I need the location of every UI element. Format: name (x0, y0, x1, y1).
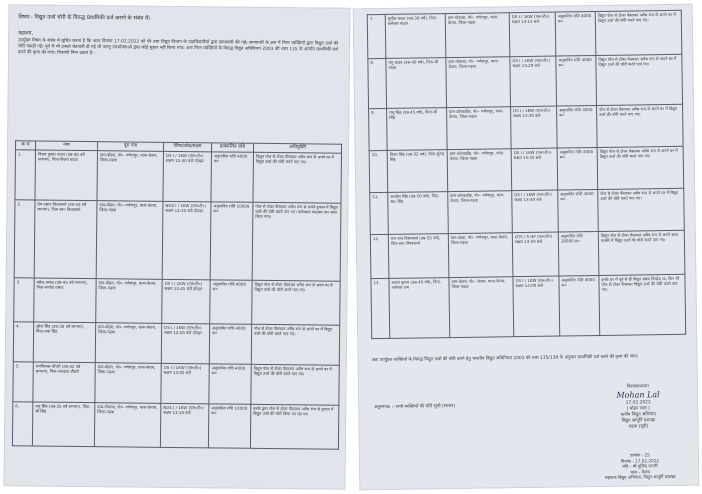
cell-amount: अनुमानित राशि 10000 रू० (210, 201, 253, 279)
theft-table-left (12, 140, 342, 449)
cell-serial: 4. (13, 321, 33, 361)
col-header-address: पूरा पता (98, 142, 164, 151)
cell-tariff: DS I / 1KW (एल०टी०) सक्षम 12:30 बजे दोपहर (163, 151, 212, 201)
col-header-tariff: टैरिफ/लोड/सक्षम (164, 142, 212, 151)
cell-name: महेन्द्र प्रसाद (उम्र-45 वर्ष लगभग), पिता-रामदेव प्रसाद (34, 278, 96, 323)
cell-amount: अनुमानित राशि 4000 रू० (557, 147, 598, 190)
table-row (13, 361, 339, 404)
cell-serial: 13. (371, 278, 390, 338)
cell-serial: 10. (369, 150, 388, 192)
cell-serial: 11. (370, 192, 389, 234)
cell-name: रामू सिंह (उम्र-45 वर्ष), पिता-श्री सिंह (387, 108, 448, 151)
cell-name: रामविलास चौधरी (उम्र-42 वर्ष लगभग), पिता-रामदास चौधरी (33, 362, 95, 403)
table-row (368, 54, 683, 108)
cell-address: ग्राम-केराय, पो०- केराय, थाना-केराय, जिला-गढ़वा (449, 277, 514, 338)
cell-remark: पोल से टोका फँसाकर अवैध रूप से अपने घर में विद्युत उर्जा की चोरी करते पाए गए। (597, 104, 684, 147)
table-row (13, 321, 339, 364)
cell-address: ग्राम-कोरवाडीह, पो०- गणेशपुर, थाना-केराय, जिला-गढ़वा (447, 149, 512, 192)
table-row (367, 10, 682, 58)
table-row (370, 188, 685, 234)
cell-remark: विद्युत पोल से टोका फँसाकर अवैध रूप से अपने घर में विद्युत उर्जा की चोरी करते पाए गए। (596, 54, 683, 105)
ref-line: प्रति - श्री पुलिस प्रभारी (622, 463, 658, 469)
cell-address: ग्राम-टंडवा, पो०- गणेशपुर, थाना-केराय, जिला-गढ़वा (448, 233, 513, 278)
cell-remark: पोल से टोका फँसाकर अवैध रूप से अपने घर में विद्युत उर्जा की चोरी करते पाए गए। (251, 324, 339, 365)
ref-line: दिनांक - 17.02.2022 (620, 457, 660, 464)
cell-tariff: DS I / 1KW (एल०टी०) सक्षम 13:15 बजे (509, 12, 556, 57)
cell-tariff: DS I / 1KW (एल०टी०) सक्षम 13:20 बजे (510, 56, 557, 107)
letter-body-paragraph: उपर्युक्त विषय के संबंध में सूचित करना है कि आज दिनांक 17.02.2022 को मेरे तथा विद्युत विभाग के पदाधिकारियों द्वारा छापामारी की गई। छापामारी के क्रम में निम्न व्यक्तियों द्वारा विद्युत उर्जा की चोरी पकड़ी गई। पूर्व में भी उनको चेतावनी दी गई थी परन्तु उपभोक्ताओं द्वारा कोई सुधार नहीं किया गया। अतः निम्न व्यक्तियों के विरुद्ध विद्युत अधिनियम 2003 की धारा 135 के अंतर्गत प्राथमिकी दर्ज करने की कृपा की जाए। विवरणी निम्न प्रकार है:- (17, 38, 339, 57)
cell-amount: अनुमानित राशि 20000 रू० (558, 231, 599, 276)
cell-amount: अनुमानित राशि 4000 रू० (210, 279, 252, 323)
col-header-amount: प्राक्कलित राशि (212, 143, 254, 152)
table-row (15, 149, 342, 202)
letter-subject: विषय:- विद्युत उर्जा चोरी के विरुद्ध प्राथमिकी दर्ज कराने के संबंध में। (18, 14, 151, 22)
cell-remark: इनके द्वारा पोल से टोका फँसाकर अवैध रूप से दुकान में विद्युत उर्जा की चोरी किया जा रहा था। (250, 404, 338, 449)
left-page (3, 4, 350, 490)
cell-name: रामू सिंह (उम्र-35 वर्ष लगभग), पिता-श्री सिंह (32, 402, 94, 447)
cell-remark: पोल से टोका फँसाकर अवैध रूप से अपने घर में विद्युत उर्जा की चोरी करते पाए गए। (598, 188, 685, 231)
table-row (369, 146, 684, 192)
cell-amount: अनुमानित राशि 4000 रू० (559, 275, 600, 336)
cell-serial: 8. (368, 58, 387, 108)
cell-address: ग्राम-बोहरा, पो०- गणेशपुर, थाना-केराय, जिला-गढ़वा (96, 278, 162, 323)
cell-amount: अनुमानित राशि 4000 रू० (209, 323, 251, 363)
cell-remark: विद्युत पोल से टोका फँसाकर अवैध रूप से अपने घर में विद्युत उर्जा की चोरी करते पाए गए। (251, 364, 339, 405)
enclosure-note: अनुलग्नक :- सभी व्यक्तियों की चोरी सूची (संलग्न) (374, 404, 456, 411)
cell-serial: 7. (367, 14, 386, 58)
cell-amount: अनुमानित राशि 4000 रू० (555, 12, 596, 57)
cell-address: ग्राम-बोहरा, पो०- गणेशपुर, थाना-केराय, जिला-गढ़वा (97, 150, 164, 201)
theft-table-right (367, 10, 687, 339)
sign-place: गढ़वा (पूर्वी) (628, 424, 649, 430)
table-row (14, 277, 340, 324)
cell-remark: विद्युत पोल से टोका फँसाकर अवैध रूप से अपने घर में विद्युत उर्जा की चोरी करते पाए गए। (253, 152, 342, 203)
cell-address: ग्राम-कोरवाडीह, पो०- गणेशपुर, थाना-केराय, जिला-गढ़वा (447, 107, 512, 150)
cell-address: ग्राम-गोदरवा, पो०- गणेशपुर, थाना-केराय, जिला-गढ़वा (445, 13, 510, 58)
reference-block (585, 452, 695, 482)
table-row (371, 274, 686, 338)
cell-serial: 3. (14, 277, 34, 321)
cell-remark: विद्युत पोल से टोका फँसाकर अवैध रूप से अपने घर में विद्युत उर्जा की चोरी करते पाए गए। (595, 10, 682, 55)
cell-amount: अनुमानित राशि 4000 रू० (211, 151, 254, 201)
cell-tariff: DS I / 1KW (एल०टी०) सक्षम 14:00 बजे (513, 276, 560, 337)
cell-name: अजय कुमार (उम्र-40 वर्ष), पिता-नागेश्वर राम (389, 278, 450, 339)
cell-serial: 9. (369, 108, 388, 150)
cell-name: रामु यादव (उम्र-40 वर्ष), पिता-श्री यादव (386, 58, 447, 109)
cell-serial: 5. (13, 361, 33, 401)
cell-tariff: LTIS / 5 HP (एल०टी०) सक्षम 13:50 बजे (512, 232, 559, 277)
cell-name: सुरेश सिंह (उम्र-38 वर्ष लगभग), पिता-रामा सिंह (33, 322, 95, 363)
cell-name: प्रेम प्रसाद विश्वकर्मा (उम्र-50 वर्ष लगभग), पिता-स्व० विश्वकर्मा (34, 200, 97, 279)
cell-serial: 6. (12, 401, 32, 445)
cell-remark: विद्युत पोल से टोका फँसाकर अवैध रूप से अपने घर में विद्युत उर्जा की चोरी करते पाए गए। (597, 146, 684, 189)
cell-serial: 12. (370, 234, 389, 278)
signature-block (588, 384, 689, 431)
table-row (370, 230, 685, 278)
cell-name: राम नाथ विश्वकर्मा (उम्र-55 वर्ष), पिता-स्व० विश्वकर्मा (388, 234, 449, 279)
cell-tariff: DS I / 1KW (एल०टी०) सक्षम 12:45 बजे दोपहर (162, 279, 210, 324)
cell-tariff: DS I / 1KW (एल०टी०) सक्षम 13:35 बजे (511, 148, 558, 191)
sign-date: 17.02.2022 (625, 400, 651, 406)
cell-tariff: NDS I / 1KW (एल०टी०) सक्षम 13:10 बजे (160, 403, 208, 448)
col-header-remark: अभियुक्ति (254, 143, 342, 153)
sign-designation: कनीय विद्युत अभियंता (620, 412, 656, 418)
table-row (369, 104, 684, 150)
col-header-name: नाम (36, 141, 98, 150)
ref-line: ज्ञापांक - 25 (629, 452, 650, 458)
table-row (12, 401, 338, 448)
cell-tariff: DS I / 1KW (एल०टी०) सक्षम 13:30 बजे (511, 106, 558, 149)
closing-request: अतः उपर्युक्त व्यक्तियों के विरुद्ध विद्युत उर्जा की चोरी करने हेतु भारतीय विद्युत अधिनियम 2003 की धारा 135/138 के अनुसार प्राथमिकी दर्ज करने की कृपा की जाए। (371, 354, 639, 364)
salutation: महाशय, (18, 30, 34, 37)
cell-address: ग्राम-बोहरा, पो०- गणेशपुर, थाना-केराय, जिला-गढ़वा (95, 322, 161, 363)
sign-title: विश्वासभाजन (626, 384, 649, 390)
cell-name: विनय सिंह (उम्र-32 वर्ष), पिता-सुरेन्द्र सिंह (387, 150, 448, 193)
cell-amount: अनुमानित राशि 4000 रू० (557, 106, 598, 149)
cell-tariff: NDS I / 1KW (एल०टी०) सक्षम 12:30 बजे दोपहर (162, 201, 211, 279)
cell-address: ग्राम-बोहरा, पो०- गणेशपुर, थाना-केराय, जिला-गढ़वा (95, 362, 161, 403)
cell-amount: अनुमानित राशि 4000 रू० (556, 56, 597, 107)
cell-name: सुनील यादव (उम्र-30 वर्ष), पिता-कमेश्वर यादव (385, 14, 446, 59)
sign-name: ( मोहन लाल ) (626, 406, 650, 412)
cell-amount: अनुमानित राशि 4000 रू० (209, 363, 251, 403)
cell-address: ग्राम-गोदरवा, पो०- गणेशपुर, थाना-केराय, जिला-गढ़वा (94, 402, 160, 447)
cell-amount: अनुमानित राशि 4000 रू० (558, 189, 599, 232)
table-row (14, 199, 341, 280)
cell-tariff: DS I / 1KW (एल०टी०) सक्षम 13:40 बजे (512, 190, 559, 233)
right-page (353, 4, 700, 491)
cell-name: अवधेश सिंह (उम्र-50 वर्ष), पिता-स्व० सिंह (388, 192, 449, 235)
cell-tariff: DS I / 1KW (एल०टी०) सक्षम 13:00 बजे (161, 363, 209, 404)
cell-serial: 2. (14, 199, 35, 277)
cell-name: विजय कुमार यादव (उम्र-40 वर्ष लगभग), पिता-विजय यादव (35, 150, 98, 201)
cell-amount: अनुमानित राशि 10000 रू० (208, 403, 250, 447)
cell-address: ग्राम-कोरवाडीह, पो०- गणेशपुर, थाना-केराय, जिला-गढ़वा (448, 191, 513, 234)
cell-remark: इनके घर में पूर्व से ही विद्युत संबंध विच्छेद था, फिर भी पोल से टोका फँसाकर विद्युत उर्जा की चोरी करते पाए गए। (599, 274, 686, 335)
cell-address: ग्राम-गोदरवा, पो०- गणेशपुर, थाना-केराय, जिला-गढ़वा (446, 57, 511, 108)
cell-address: ग्राम-बोहरा, पो०- गणेशपुर, थाना-केराय, जिला-गढ़वा (96, 200, 163, 279)
cell-tariff: DS I / 1KW (एल०टी०) सक्षम 12:50 बजे दोपहर (161, 323, 209, 364)
col-header-serial: क्र सं (16, 141, 36, 150)
cell-serial: 1. (15, 149, 36, 199)
cell-remark: विद्युत पोल से टोका फँसाकर अवैध रूप से अपने आटा चक्की में विद्युत उर्जा की चोरी करते पाए गए। (598, 230, 685, 275)
ref-line: सहायक विद्युत अभियंता, विद्युत आपूर्ति प्रशाखा (604, 474, 676, 481)
sign-org: विद्युत आपूर्ति प्रशाखा (621, 418, 656, 424)
ref-line: थाना - केराय (630, 469, 651, 475)
cell-remark: पोल से टोका फँसाकर अवैध रूप से अपने दुकान में विद्युत उर्जा की चोरी करते पाए गए। कनेक्शन काटकर तार जब्त किया गया। (252, 202, 341, 281)
handwritten-signature: Mohan Lal (616, 390, 660, 400)
cell-remark: विद्युत पोल से टोका फँसाकर अवैध रूप से अपने घर में विद्युत उर्जा की चोरी करते पाए गए। (252, 280, 340, 325)
